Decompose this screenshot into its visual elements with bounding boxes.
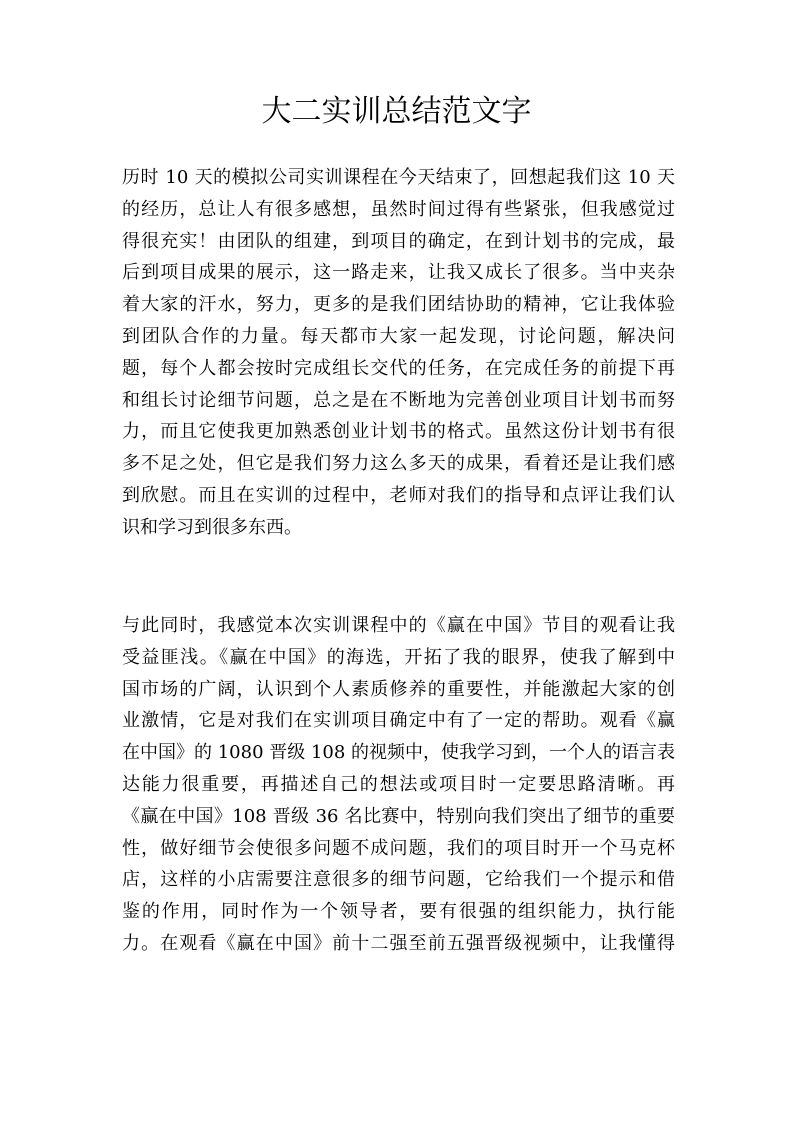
text-line: 在中国》的 1080 晋级 108 的视频中，使我学习到，一个人的语言表 bbox=[122, 742, 676, 764]
paragraph-1 bbox=[122, 162, 675, 544]
text-line: 受益匪浅。《赢在中国》的海选，开拓了我的眼界，使我了解到中 bbox=[122, 646, 675, 668]
text-line: 的经历，总让人有很多感想，虽然时间过得有些紧张，但我感觉过 bbox=[122, 198, 675, 220]
text-line: 题，每个人都会按时完成组长交代的任务，在完成任务的前提下再 bbox=[122, 357, 675, 379]
text-line: 力，而且它使我更加熟悉创业计划书的格式。虽然这份计划书有很 bbox=[122, 421, 675, 443]
paragraph-2 bbox=[122, 610, 675, 960]
text-line: 国市场的广阔，认识到个人素质修养的重要性，并能激起大家的创 bbox=[122, 678, 675, 700]
text-line: 性，做好细节会使很多问题不成问题，我们的项目时开一个马克杯 bbox=[122, 837, 675, 859]
text-line: 历时 10 天的模拟公司实训课程在今天结束了，回想起我们这 10 天 bbox=[122, 167, 675, 188]
text-line: 业激情，它是对我们在实训项目确定中有了一定的帮助。观看《赢 bbox=[122, 710, 675, 732]
text-line: 店，这样的小店需要注意很多的细节问题，它给我们一个提示和借 bbox=[122, 869, 675, 891]
text-line: 到欣慰。而且在实训的过程中，老师对我们的指导和点评让我们认 bbox=[122, 484, 675, 506]
text-line: 《赢在中国》108 晋级 36 名比赛中，特别向我们突出了细节的重要 bbox=[122, 805, 675, 827]
text-line: 与此同时，我感觉本次实训课程中的《赢在中国》节目的观看让我 bbox=[122, 615, 675, 636]
text-line: 识和学习到很多东西。 bbox=[122, 516, 302, 538]
text-line: 力。在观看《赢在中国》前十二强至前五强晋级视频中，让我懂得 bbox=[122, 932, 675, 954]
text-line: 后到项目成果的展示，这一路走来，让我又成长了很多。当中夹杂 bbox=[122, 262, 675, 284]
text-line: 着大家的汗水，努力，更多的是我们团结协助的精神，它让我体验 bbox=[122, 294, 675, 316]
text-line: 达能力很重要，再描述自己的想法或项目时一定要思路清晰。再 bbox=[122, 773, 675, 795]
text-line: 鉴的作用，同时作为一个领导者，要有很强的组织能力，执行能 bbox=[122, 901, 675, 923]
text-line: 多不足之处，但它是我们努力这么多天的成果，看着还是让我们感 bbox=[122, 453, 675, 475]
text-line: 和组长讨论细节问题，总之是在不断地为完善创业项目计划书而努 bbox=[122, 389, 675, 411]
text-line: 到团队合作的力量。每天都市大家一起发现，讨论问题，解决问 bbox=[122, 325, 675, 347]
text-line: 得很充实！由团队的组建，到项目的确定，在到计划书的完成，最 bbox=[122, 230, 675, 252]
document-title: 大二实训总结范文字 bbox=[261, 94, 532, 129]
